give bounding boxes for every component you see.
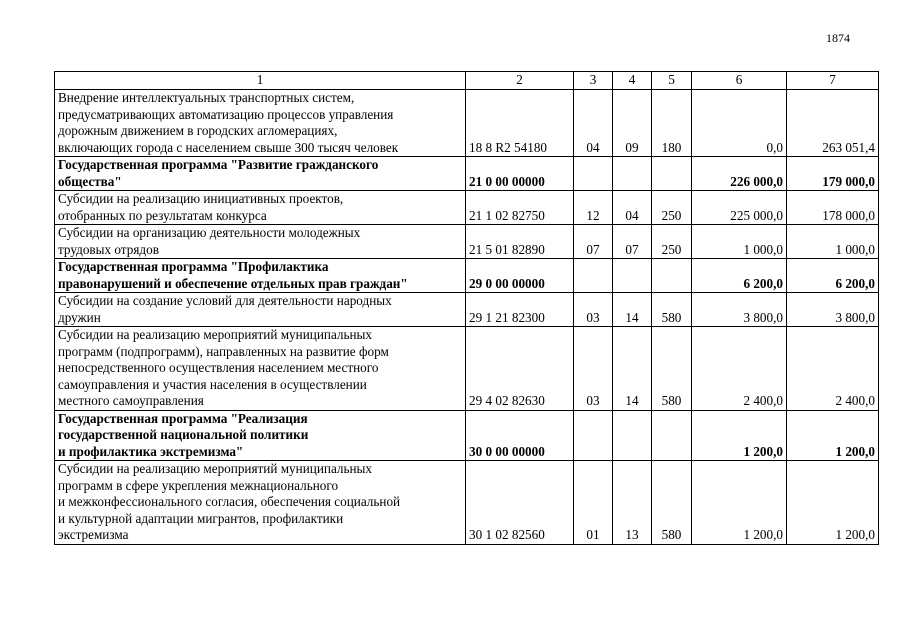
program-row xyxy=(55,410,879,461)
amount-col7-cell: 3 800,0 xyxy=(787,293,879,327)
section-code-cell xyxy=(574,157,613,191)
page-number: 1874 xyxy=(826,31,850,45)
subsection-code-cell: 14 xyxy=(613,327,652,411)
subsection-code-cell: 07 xyxy=(613,225,652,259)
expense-type-code-cell xyxy=(652,410,692,461)
subsection-code-cell: 09 xyxy=(613,90,652,157)
item-name-cell: Субсидии на реализацию мероприятий муниципальных программ в сфере укрепления межнационального и межконфессионального согласия, обеспечения социальной и культурной адаптации мигрантов, профилактики экстремизма xyxy=(55,461,466,545)
target-article-code-cell: 29 0 00 00000 xyxy=(466,259,574,293)
subsection-code-cell: 04 xyxy=(613,191,652,225)
budget-table xyxy=(54,71,879,545)
subsection-code-cell: 13 xyxy=(613,461,652,545)
amount-col7-cell: 1 000,0 xyxy=(787,225,879,259)
expense-type-code-cell xyxy=(652,157,692,191)
item-name-cell: Субсидии на реализацию инициативных проектов, отобранных по результатам конкурса xyxy=(55,191,466,225)
expense-type-code-cell: 580 xyxy=(652,293,692,327)
column-header: 1 xyxy=(55,72,466,90)
amount-col7-cell: 1 200,0 xyxy=(787,461,879,545)
subsection-code-cell xyxy=(613,259,652,293)
amount-col6-cell: 0,0 xyxy=(692,90,787,157)
item-name-cell: Государственная программа "Реализация государственной национальной политики и профилактика экстремизма" xyxy=(55,410,466,461)
section-code-cell: 03 xyxy=(574,293,613,327)
table-row xyxy=(55,293,879,327)
expense-type-code-cell: 250 xyxy=(652,191,692,225)
amount-col6-cell: 1 000,0 xyxy=(692,225,787,259)
section-code-cell xyxy=(574,259,613,293)
target-article-code-cell: 21 1 02 82750 xyxy=(466,191,574,225)
amount-col7-cell: 179 000,0 xyxy=(787,157,879,191)
section-code-cell: 12 xyxy=(574,191,613,225)
section-code-cell: 03 xyxy=(574,327,613,411)
subsection-code-cell: 14 xyxy=(613,293,652,327)
expense-type-code-cell: 250 xyxy=(652,225,692,259)
section-code-cell xyxy=(574,410,613,461)
table-row xyxy=(55,191,879,225)
column-header: 2 xyxy=(466,72,574,90)
amount-col6-cell: 1 200,0 xyxy=(692,461,787,545)
target-article-code-cell: 18 8 R2 54180 xyxy=(466,90,574,157)
amount-col7-cell: 2 400,0 xyxy=(787,327,879,411)
target-article-code-cell: 30 1 02 82560 xyxy=(466,461,574,545)
section-code-cell: 01 xyxy=(574,461,613,545)
amount-col6-cell: 225 000,0 xyxy=(692,191,787,225)
amount-col6-cell: 3 800,0 xyxy=(692,293,787,327)
item-name-cell: Субсидии на создание условий для деятельности народных дружин xyxy=(55,293,466,327)
column-header: 6 xyxy=(692,72,787,90)
item-name-cell: Государственная программа "Профилактика правонарушений и обеспечение отдельных прав граждан" xyxy=(55,259,466,293)
section-code-cell: 04 xyxy=(574,90,613,157)
item-name-cell: Субсидии на организацию деятельности молодежных трудовых отрядов xyxy=(55,225,466,259)
program-row xyxy=(55,259,879,293)
amount-col7-cell: 263 051,4 xyxy=(787,90,879,157)
amount-col6-cell: 1 200,0 xyxy=(692,410,787,461)
amount-col6-cell: 2 400,0 xyxy=(692,327,787,411)
amount-col7-cell: 6 200,0 xyxy=(787,259,879,293)
column-header: 7 xyxy=(787,72,879,90)
column-header: 5 xyxy=(652,72,692,90)
item-name-cell: Субсидии на реализацию мероприятий муниципальных программ (подпрограмм), направленных на развитие форм непосредственного осуществления населением местного самоуправления и участия населения в осуществлении местного самоуправления xyxy=(55,327,466,411)
table-row xyxy=(55,90,879,157)
table-body xyxy=(55,90,879,545)
item-name-cell: Государственная программа "Развитие гражданского общества" xyxy=(55,157,466,191)
subsection-code-cell xyxy=(613,157,652,191)
table-row xyxy=(55,225,879,259)
amount-col6-cell: 226 000,0 xyxy=(692,157,787,191)
section-code-cell: 07 xyxy=(574,225,613,259)
target-article-code-cell: 30 0 00 00000 xyxy=(466,410,574,461)
table-header-row xyxy=(55,72,879,90)
expense-type-code-cell: 580 xyxy=(652,461,692,545)
table-row xyxy=(55,461,879,545)
expense-type-code-cell xyxy=(652,259,692,293)
target-article-code-cell: 21 0 00 00000 xyxy=(466,157,574,191)
item-name-cell: Внедрение интеллектуальных транспортных систем, предусматривающих автоматизацию процессов управления дорожным движением в городских агломерациях, включающих города с населением свыше 300 тысяч человек xyxy=(55,90,466,157)
program-row xyxy=(55,157,879,191)
column-header: 4 xyxy=(613,72,652,90)
expense-type-code-cell: 580 xyxy=(652,327,692,411)
column-header: 3 xyxy=(574,72,613,90)
amount-col6-cell: 6 200,0 xyxy=(692,259,787,293)
target-article-code-cell: 29 4 02 82630 xyxy=(466,327,574,411)
amount-col7-cell: 178 000,0 xyxy=(787,191,879,225)
subsection-code-cell xyxy=(613,410,652,461)
expense-type-code-cell: 180 xyxy=(652,90,692,157)
table-row xyxy=(55,327,879,411)
amount-col7-cell: 1 200,0 xyxy=(787,410,879,461)
target-article-code-cell: 29 1 21 82300 xyxy=(466,293,574,327)
target-article-code-cell: 21 5 01 82890 xyxy=(466,225,574,259)
